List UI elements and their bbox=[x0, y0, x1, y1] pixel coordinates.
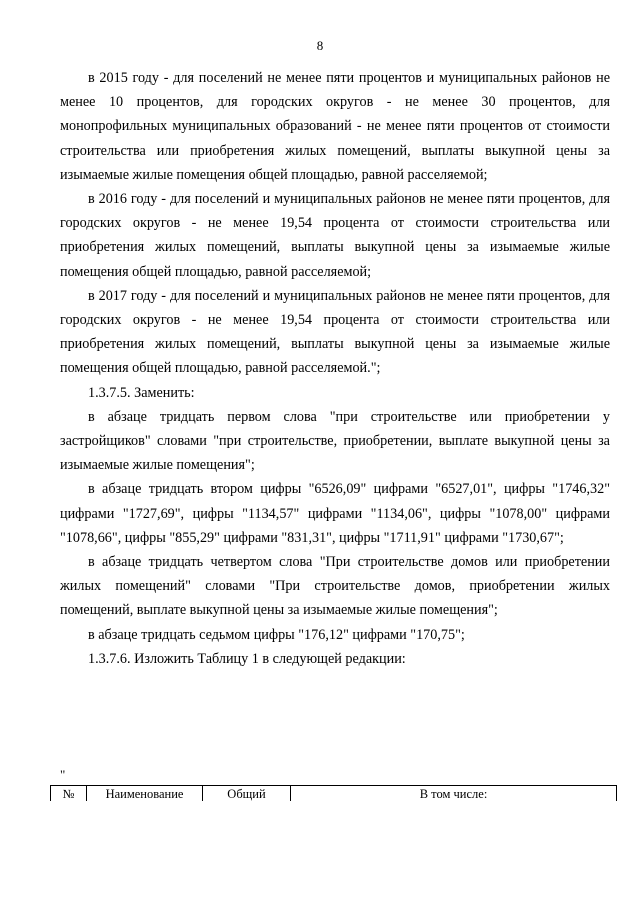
table-1-header bbox=[50, 785, 617, 801]
opening-quote: " bbox=[60, 767, 66, 782]
paragraph-abzac-32: в абзаце тридцать втором цифры "6526,09" цифрами "6527,01", цифры "1746,32" цифрами "1727,69", цифры "1134,57" цифрами "1134,06", цифры "1078,00" цифрами "1078,66", цифры "855,29" цифрами "831,31", цифры "1711,91" цифрами "1730,67"; bbox=[60, 481, 610, 546]
table-header-row bbox=[51, 786, 617, 802]
document-body bbox=[60, 66, 610, 671]
header-cell-number: № bbox=[51, 786, 87, 802]
paragraph-2016: в 2016 году - для поселений и муниципальных районов не менее пяти процентов, для городских округов - не менее 19,54 процента от стоимости строительства или приобретения жилых помещений, выплаты выкупной цены за изымаемые жилые помещения общей площадью, равной расселяемой; bbox=[60, 191, 610, 280]
paragraph-2017: в 2017 году - для поселений и муниципальных районов не менее пяти процентов, для городских округов - не менее 19,54 процента от стоимости строительства или приобретения жилых помещений, выплаты выкупной цены за изымаемые жилые помещения общей площадью, равной расселяемой."; bbox=[60, 287, 610, 377]
paragraph-abzac-31: в абзаце тридцать первом слова "при строительстве или приобретении у застройщиков" словами "при строительстве, приобретении, выплате выкупной цены за изымаемые жилые помещения"; bbox=[60, 408, 610, 474]
header-cell-including: В том числе: bbox=[291, 786, 617, 802]
paragraph-1-3-7-5: 1.3.7.5. Заменить: bbox=[88, 384, 195, 401]
page-number: 8 bbox=[316, 38, 324, 53]
header-cell-total: Общий bbox=[203, 786, 291, 802]
paragraph-abzac-37: в абзаце тридцать седьмом цифры "176,12" цифрами "170,75"; bbox=[88, 626, 465, 643]
paragraph-abzac-34: в абзаце тридцать четвертом слова "При строительстве домов или приобретении жилых помещений" словами "При строительстве домов, приобретении жилых помещений, выплате выкупной цены за изымаемые жилые помещения"; bbox=[60, 554, 610, 619]
header-cell-name: Наименование bbox=[87, 786, 203, 802]
paragraph-1-3-7-6: 1.3.7.6. Изложить Таблицу 1 в следующей редакции: bbox=[88, 650, 406, 667]
paragraph-2015: в 2015 году - для поселений не менее пяти процентов и муниципальных районов не менее 10 процентов, для городских округов - не менее 30 процентов, для монопрофильных муниципальных образований - не менее пяти процентов от стоимости строительства или приобретения жилых помещений, выплаты выкупной цены за изымаемые жилые помещения общей площадью, равной расселяемой; bbox=[60, 70, 610, 183]
